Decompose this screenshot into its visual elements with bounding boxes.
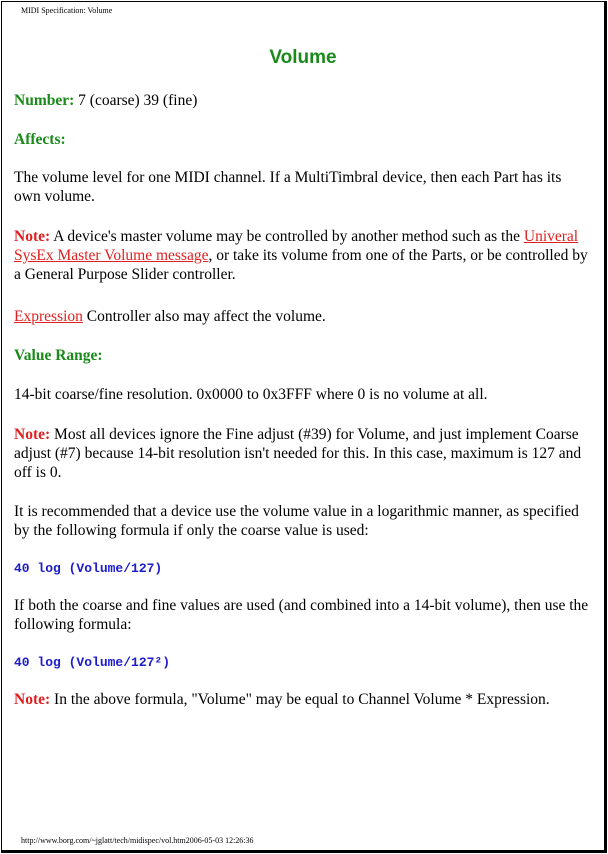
note1-text-after: , or take its volume from one of the Parts, or be controlled by a General Purpose Slider controller. xyxy=(14,247,588,283)
value-range-text: 14-bit coarse/fine resolution. 0x0000 to 0x3FFF where 0 is no volume at all. xyxy=(14,386,488,403)
expression-text: Controller also may affect the volume. xyxy=(86,308,326,325)
note1-label: Note: xyxy=(14,228,51,245)
note3-paragraph xyxy=(14,690,589,709)
number-line xyxy=(14,91,589,110)
note1-paragraph xyxy=(14,227,589,284)
expression-link[interactable]: Expression xyxy=(14,308,83,325)
affects-text: The volume level for one MIDI channel. If a MultiTimbral device, then each Part has its own volume. xyxy=(14,169,562,205)
number-value: 7 (coarse) 39 (fine) xyxy=(78,92,198,109)
note2-label: Note: xyxy=(14,426,51,443)
master-volume-link[interactable]: Univeral SysEx Master Volume message xyxy=(14,228,579,264)
affects-label: Affects: xyxy=(14,131,66,148)
formula-coarse: 40 log (Volume/127) xyxy=(14,561,163,576)
affects-heading xyxy=(14,130,589,149)
page-title: Volume xyxy=(269,47,337,68)
page-header: MIDI Specification: Volume xyxy=(21,6,113,15)
recommend-paragraph: It is recommended that a device use the volume value in a logarithmic manner, as specified by the following formula if only the coarse value is used: xyxy=(14,503,579,539)
formula-fine: 40 log (Volume/127²) xyxy=(14,655,171,670)
note2-paragraph xyxy=(14,425,589,482)
value-range-label: Value Range: xyxy=(14,347,103,364)
expression-paragraph xyxy=(14,307,589,326)
note3-label: Note: xyxy=(14,691,51,708)
both-paragraph: If both the coarse and fine values are used (and combined into a 14-bit volume), then use the following formula: xyxy=(14,597,589,633)
note1-text-before: A device's master volume may be controlled by another method such as the xyxy=(53,228,520,245)
page-footer-url: http://www.borg.com/~jglatt/tech/midispec/vol.htm2006-05-03 12:26:36 xyxy=(21,836,254,845)
value-range-heading xyxy=(14,346,589,365)
note2-text: Most all devices ignore the Fine adjust (#39) for Volume, and just implement Coarse adjust (#7) because 14-bit resolution isn't needed for this. In this case, maximum is 127 and off is 0. xyxy=(14,426,582,481)
note3-text: In the above formula, "Volume" may be equal to Channel Volume * Expression. xyxy=(54,691,550,708)
number-label: Number: xyxy=(14,92,75,109)
